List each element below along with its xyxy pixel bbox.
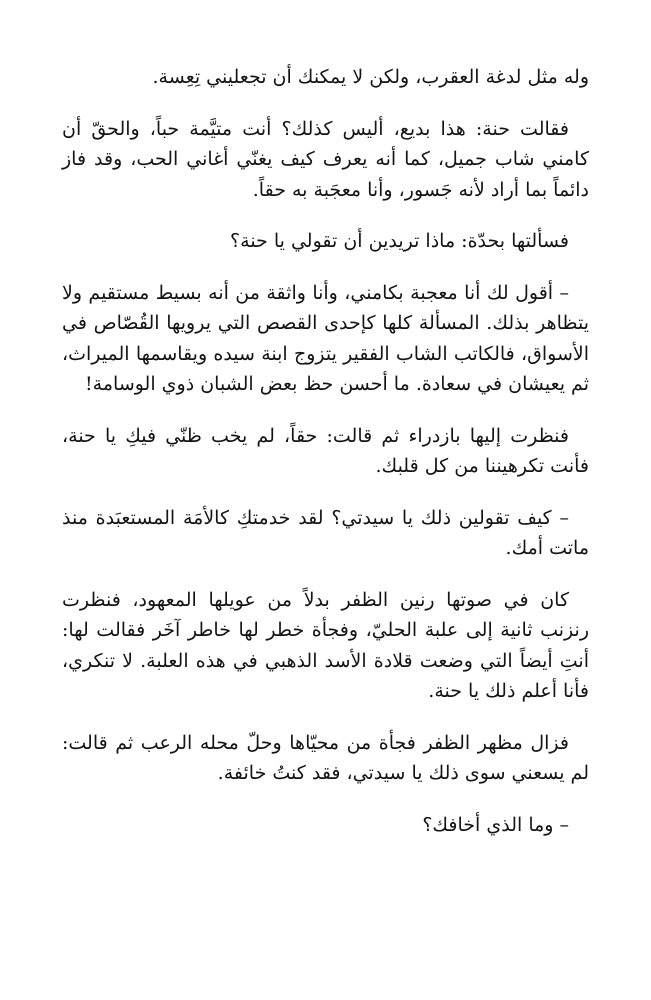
paragraph-7: كان في صوتها رنين الظفر بدلاً من عويلها المعهود، فنظرت رنزنب ثانية إلى علبة الحليّ، وفجأة خطر لها خاطر آخَر فقالت لها: أنتِ أيضاً التي وضعت قلادة الأسد الذهبي في هذه العلبة. لا تنكري، فأنا أعلم ذلك يا حنة. <box>62 588 589 702</box>
paragraph-3: فسألتها بحدّة: ماذا تريدين أن تقولي يا حنة؟ <box>230 230 569 252</box>
book-page <box>62 62 589 861</box>
paragraph-4: – أقول لك أنا معجبة بكامني، وأنا واثقة من أنه بسيط مستقيم ولا يتظاهر بذلك. المسألة كلها كإحدى القصص التي يرويها القُصّاص في الأسواق، فالكاتب الشاب الفقير يتزوج ابنة سيده ويقاسمها الميراث، ثم يعيشان في سعادة. ما أحسن حظ بعض الشبان ذوي الوسامة! <box>62 281 589 395</box>
paragraph-2: فقالت حنة: هذا بديع، أليس كذلك؟ أنت متيَّمة حباً، والحقّ أن كامني شاب جميل، كما أنه يعرف كيف يغنّي أغاني الحب، وقد فاز دائماً بما أراد لأنه جَسور، وأنا معجَبة به حقاً. <box>62 117 589 201</box>
paragraph-5: فنظرت إليها بازدراء ثم قالت: حقاً، لم يخب ظنّي فيكِ يا حنة، فأنت تكرهيننا من كل قلبك. <box>62 424 589 477</box>
paragraph-8: فزال مظهر الظفر فجأة من محيّاها وحلّ محله الرعب ثم قالت: لم يسعني سوى ذلك يا سيدتي، فقد كنتُ خائفة. <box>62 731 589 784</box>
paragraph-1: وله مثل لدغة العقرب، ولكن لا يمكنك أن تجعليني تِعِسة. <box>152 66 589 88</box>
paragraph-9: – وما الذي أخافك؟ <box>422 813 569 836</box>
paragraph-6: – كيف تقولين ذلك يا سيدتي؟ لقد خدمتكِ كالأمَة المستعبَدة منذ ماتت أمك. <box>62 506 589 559</box>
